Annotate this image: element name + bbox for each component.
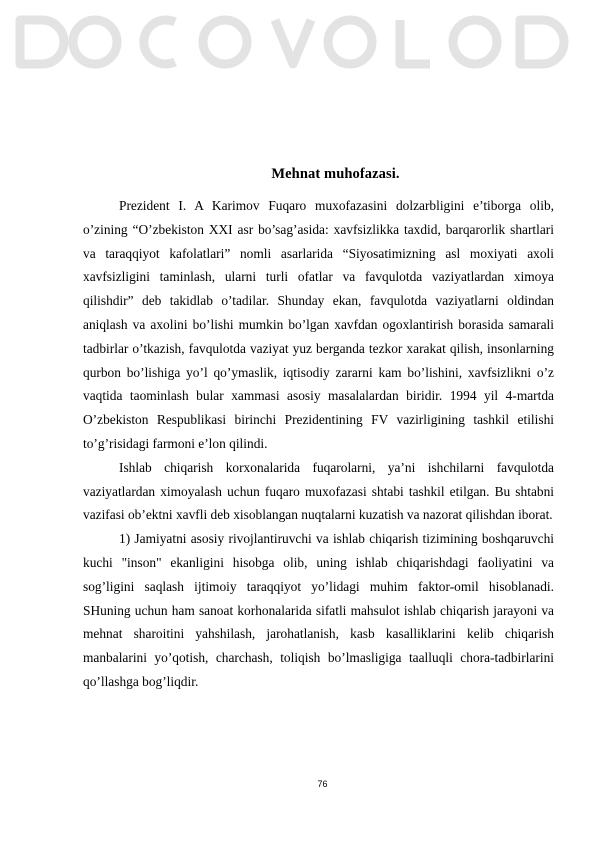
- page-number: 76: [317, 779, 328, 789]
- page-title: Mehnat muhofazasi.: [271, 166, 400, 182]
- watermark-pattern: [0, 0, 595, 110]
- document-body: [83, 194, 554, 694]
- paragraph-3: 1) Jamiyatni asosiy rivojlantiruvchi va ishlab chiqarish tizimining boshqaruvchi kuchi "inson" ekanligini hisobga olib, uning ishlab chiqarishdagi faoliyatini va sog’ligini saqlash ijtimoiy taraqqiyot yo’lidagi muhim faktor-omil hisoblanadi. SHuning uchun ham sanoat korhonalarida sifatli mahsulot ishlab chiqarish jarayoni va mehnat sharoitini yahshilash, jarohatlanish, kasb kasalliklarini kelib chiqarish manbalarini yo’qotish, charchash, toliqish bo’lmasligiga taalluqli chora-tadbirlarini qo’llashga bog’liqdir.: [83, 531, 554, 689]
- paragraph-2: Ishlab chiqarish korxonalarida fuqarolarni, ya’ni ishchilarni favqulotda vaziyatlardan ximoyalash uchun fuqaro muxofazasi shtabi tashkil etilgan. Bu shtabni vazifasi ob’ektni xavfli deb xisoblangan nuqtalarni kuzatish va nazorat qilishdan iborat.: [83, 459, 554, 523]
- paragraph-1: Prezident I. A Karimov Fuqaro muxofazasini dolzarbligini e’tiborga olib, o’zining “O’zbekiston XXI asr bo’sag’asida: xavfsizlikka taxdid, barqarorlik shartlari va taraqqiyot kafolatlari” nomli asarlarida “Siyosatimizning asl moxiyati axoli xavfsizligini taminlash, ularni turli ofatlar va favqulotda vaziyatlardan ximoya qilishdir” deb takidlab o’tadilar. Shunday ekan, favqulotda vaziyatlarni oldindan aniqlash va axolini bo’lishi mumkin bo’lgan xavfdan ogoxlantirish borasida samarali tadbirlar o’tkazish, favqulotda vaziyat yuz berganda tezkor xarakat qilish, insonlarning qurbon bo’lishiga yo’l qo’ymaslik, iqtisodiy zararni kam bo’lishini, xavfsizlikni o’z vaqtida taominlash bular xammasi asosiy masalalardan biridir. 1994 yil 4-martda O’zbekiston Respublikasi birinchi Prezidentining FV vazirligining tashkil etilishi to’g’risidagi farmoni e’lon qilindi.: [83, 198, 554, 451]
